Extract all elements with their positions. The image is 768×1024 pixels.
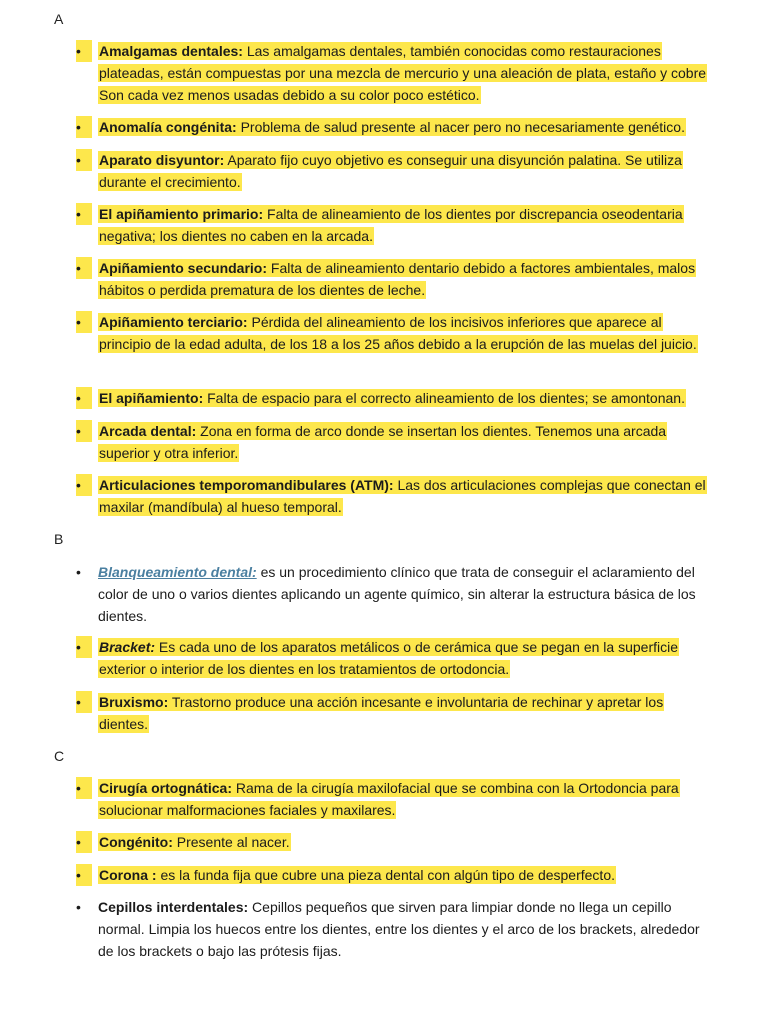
entry-term: Corona : [99,867,157,883]
list-item-el-apinamiento [76,387,716,409]
list-item-arcada-dental [76,420,716,464]
entry-definition: Presente al nacer. [172,834,290,850]
entry-term: Arcada dental: [99,423,197,439]
entry-definition: Rama de la cirugía maxilofacial que se combina con la Ortodoncia para solucionar malformaciones faciales y maxilares. [99,780,679,818]
blanqueamiento-link[interactable]: Blanqueamiento dental: [98,564,257,580]
entry-definition: Zona en forma de arco donde se insertan los dientes. Tenemos una arcada superior y otra inferior. [99,423,667,461]
list-item-aparato-disyuntor [76,149,716,193]
bullet-icon: • [76,149,92,171]
list-item-bruxismo [76,691,716,735]
entry-term: El apiñamiento: [99,390,204,406]
entry-term: Bracket: [99,639,156,655]
bullet-icon: • [76,203,92,225]
list-item-bracket [76,636,716,680]
list-item-congenito [76,831,716,853]
bullet-icon: • [76,387,92,409]
entry-term: Cepillos interdentales: [98,899,249,915]
list-item-apinamiento-terciario [76,311,716,355]
entry-definition: Falta de alineamiento dentario debido a factores ambientales, malos hábitos o perdida prematura de los dientes de leche. [99,260,696,298]
list-item-blanqueamiento-dental [76,561,716,627]
entry-definition: Aparato fijo cuyo objetivo es conseguir una disyunción palatina. Se utiliza durante el crecimiento. [99,152,682,190]
entry-term: Apiñamiento secundario: [99,260,268,276]
entry-term: Aparato disyuntor: [99,152,225,168]
entry-term: Cirugía ortognática: [99,780,233,796]
entry-term: El apiñamiento primario: [99,206,264,222]
bullet-icon: • [76,777,92,799]
bullet-icon: • [76,691,92,713]
bullet-icon: • [76,40,92,62]
bullet-icon: • [76,864,92,886]
entry-term: Amalgamas dentales: [99,43,243,59]
entry-term: Anomalía congénita: [99,119,237,135]
section-letter-b: B [54,531,64,547]
entry-definition: Pérdida del alineamiento de los incisivos inferiores que aparece al principio de la edad adulta, de los 18 a los 25 años debido a la erupción de las muelas del juicio. [99,314,697,352]
entry-definition: es la funda fija que cubre una pieza dental con algún tipo de desperfecto. [156,867,616,883]
list-item-corona [76,864,716,886]
section-letter-c: C [54,748,65,764]
entry-definition: Las amalgamas dentales, también conocidas como restauraciones plateadas, están compuestas por una mezcla de mercurio y una aleación de plata, estaño y cobre Son cada vez menos usadas debido a su color poco estético. [99,43,707,103]
entry-definition: Cepillos pequeños que sirven para limpiar donde no llega un cepillo normal. Limpia los huecos entre los dientes, entre los dientes y el arco de los brackets, alrededor de los brackets o bajo las prótesis fijas. [98,899,700,959]
list-item-apinamiento-secundario [76,257,716,301]
entry-definition: es un procedimiento clínico que trata de conseguir el aclaramiento del color de uno o varios dientes aplicando un agente químico, sin alterar la estructura básica de los dientes. [98,564,696,624]
bullet-icon: • [76,474,92,496]
bullet-icon: • [76,899,81,915]
bullet-icon: • [76,116,92,138]
list-item-cirugia-ortognatica [76,777,716,821]
bullet-icon: • [76,420,92,442]
list-item-amalgamas-dentales [76,40,716,106]
bullet-icon: • [76,564,81,580]
entry-definition: Problema de salud presente al nacer pero no necesariamente genético. [236,119,685,135]
entry-definition: Falta de espacio para el correcto alineamiento de los dientes; se amontonan. [203,390,685,406]
entry-term: Articulaciones temporomandibulares (ATM): [99,477,394,493]
entry-term: Bruxismo: [99,694,169,710]
entry-definition: Las dos articulaciones complejas que conectan el maxilar (mandíbula) al hueso temporal. [99,477,706,515]
entry-term: Congénito: [99,834,173,850]
section-letter-a: A [54,11,64,27]
bullet-icon: • [76,311,92,333]
list-item-articulaciones-temporomandibulares [76,474,716,518]
list-item-anomalia-congenita [76,116,716,138]
entry-definition: Trastorno produce una acción incesante e involuntaria de rechinar y apretar los dientes. [99,694,664,732]
bullet-icon: • [76,257,92,279]
entry-definition: Falta de alineamiento de los dientes por discrepancia oseodentaria negativa; los dientes no caben en la arcada. [99,206,683,244]
entry-term: Apiñamiento terciario: [99,314,248,330]
bullet-icon: • [76,831,92,853]
bullet-icon: • [76,636,92,658]
list-item-cepillos-interdentales [76,896,716,962]
entry-definition: Es cada uno de los aparatos metálicos o de cerámica que se pegan en la superficie exterior o interior de los dientes en los tratamientos de ortodoncia. [99,639,679,677]
list-item-apinamiento-primario [76,203,716,247]
